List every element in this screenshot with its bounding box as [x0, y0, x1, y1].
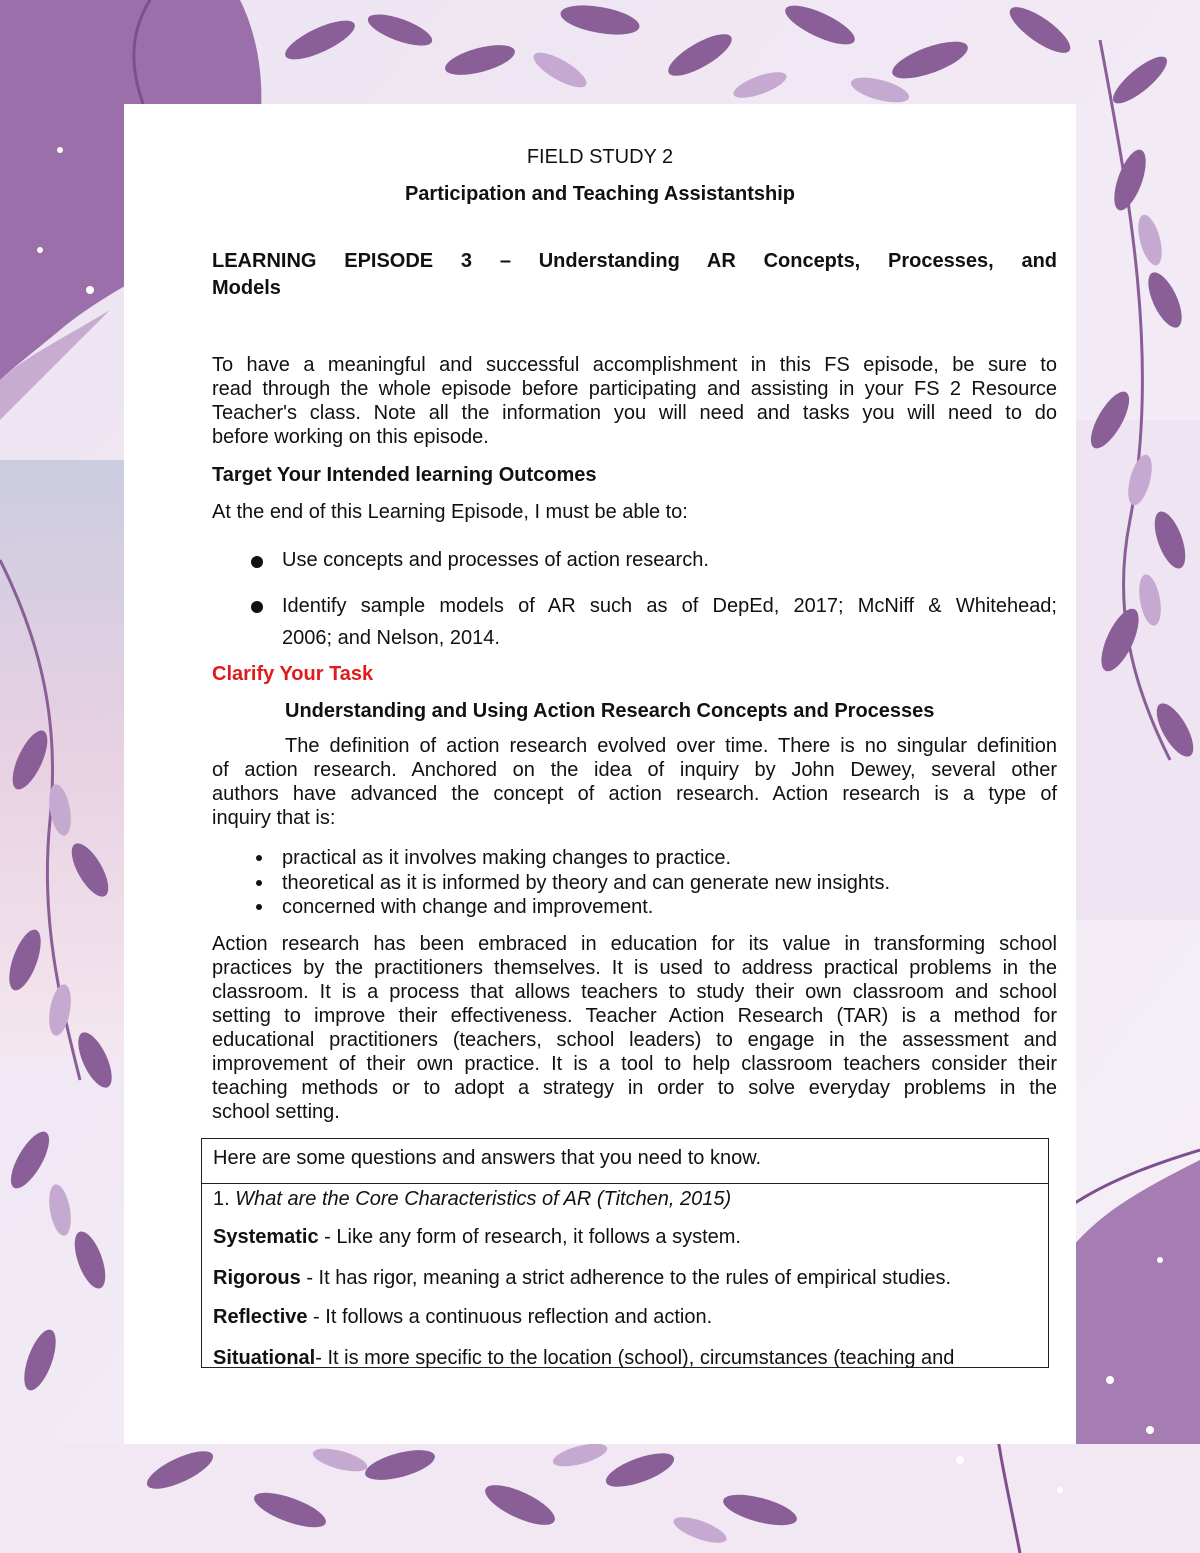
- outcome-item-2-line-1: Identify sample models of AR such as of DepEd, 2017; McNiff & Whitehead;: [282, 595, 1057, 617]
- qa-item-rigorous: [213, 1266, 951, 1290]
- definition: - It is more specific to the location (school), circumstances (teaching and: [315, 1347, 955, 1369]
- term: Rigorous: [213, 1267, 301, 1289]
- intro-paragraph: [212, 353, 1057, 449]
- definition: - Like any form of research, it follows a system.: [318, 1226, 741, 1248]
- episode-title-line-2: Models: [212, 277, 281, 299]
- bullet-icon: [251, 601, 263, 613]
- para-line: teaching methods or to adopt a strategy in order to solve everyday problems in the: [212, 1077, 1057, 1099]
- outcome-item-2-line-2: 2006; and Nelson, 2014.: [282, 627, 500, 649]
- bullet-icon: [256, 855, 262, 861]
- para-line: of action research. Anchored on the idea of inquiry by John Dewey, several other: [212, 759, 1057, 781]
- qa-question-1: [213, 1187, 731, 1211]
- intro-line: read through the whole episode before participating and assisting in your FS 2 Resource: [212, 378, 1057, 400]
- definition: - It follows a continuous reflection and action.: [307, 1306, 713, 1328]
- term: Systematic: [213, 1226, 319, 1248]
- task-subheading: Understanding and Using Action Research Concepts and Processes: [285, 700, 935, 722]
- bullet-icon: [256, 904, 262, 910]
- term: Situational: [213, 1347, 316, 1369]
- intro-line: before working on this episode.: [212, 426, 489, 448]
- bullet-icon: [251, 556, 263, 568]
- para-line: practices by the practitioners themselves. It is used to address practical problems in the: [212, 957, 1057, 979]
- task-bullet-3: concerned with change and improvement.: [282, 896, 654, 918]
- qa-item-reflective: [213, 1305, 712, 1329]
- para-line: improvement of their own practice. It is a tool to help classroom teachers consider their: [212, 1053, 1057, 1075]
- question-text: What are the Core Characteristics of AR (Titchen, 2015): [235, 1188, 732, 1210]
- qa-header-text: Here are some questions and answers that you need to know.: [213, 1147, 762, 1169]
- para-line: classroom. It is a process that allows teachers to study their own classroom and school: [212, 981, 1057, 1003]
- task-paragraph-2: [212, 932, 1057, 1124]
- task-paragraph-1: [212, 734, 1057, 830]
- task-bullet-1: practical as it involves making changes to practice.: [282, 847, 732, 869]
- outcomes-heading: Target Your Intended learning Outcomes: [212, 464, 597, 486]
- qa-item-systematic: [213, 1225, 741, 1249]
- para-line: authors have advanced the concept of action research. Action research is a type of: [212, 783, 1057, 805]
- task-bullet-2: theoretical as it is informed by theory and can generate new insights.: [282, 872, 891, 894]
- para-line: Action research has been embraced in education for its value in transforming school: [212, 933, 1057, 955]
- outcomes-lead: At the end of this Learning Episode, I must be able to:: [212, 501, 688, 523]
- episode-title-line-1: LEARNING EPISODE 3 – Understanding AR Concepts, Processes, and: [212, 250, 1057, 272]
- qa-item-situational: [213, 1346, 1036, 1370]
- term: Reflective: [213, 1306, 308, 1328]
- course-title: FIELD STUDY 2: [526, 146, 674, 168]
- task-heading: Clarify Your Task: [212, 663, 374, 685]
- bullet-icon: [256, 880, 262, 886]
- qa-table-header: [202, 1139, 1048, 1184]
- para-line: setting to improve their effectiveness. Teacher Action Research (TAR) is a method for: [212, 1005, 1057, 1027]
- intro-line: Teacher's class. Note all the information you will need and tasks you will need to do: [212, 402, 1057, 424]
- qa-table: [201, 1138, 1049, 1368]
- para-line: The definition of action research evolved over time. There is no singular definition: [285, 735, 1057, 757]
- course-subtitle: Participation and Teaching Assistantship: [404, 183, 796, 205]
- para-line: educational practitioners (teachers, school leaders) to engage in the assessment and: [212, 1029, 1057, 1051]
- para-line: school setting.: [212, 1101, 340, 1123]
- definition: - It has rigor, meaning a strict adherence to the rules of empirical studies.: [300, 1267, 952, 1289]
- para-line: inquiry that is:: [212, 807, 336, 829]
- intro-line: To have a meaningful and successful accomplishment in this FS episode, be sure to: [212, 354, 1057, 376]
- outcome-item-1: Use concepts and processes of action research.: [282, 549, 709, 571]
- question-number: 1.: [213, 1188, 236, 1210]
